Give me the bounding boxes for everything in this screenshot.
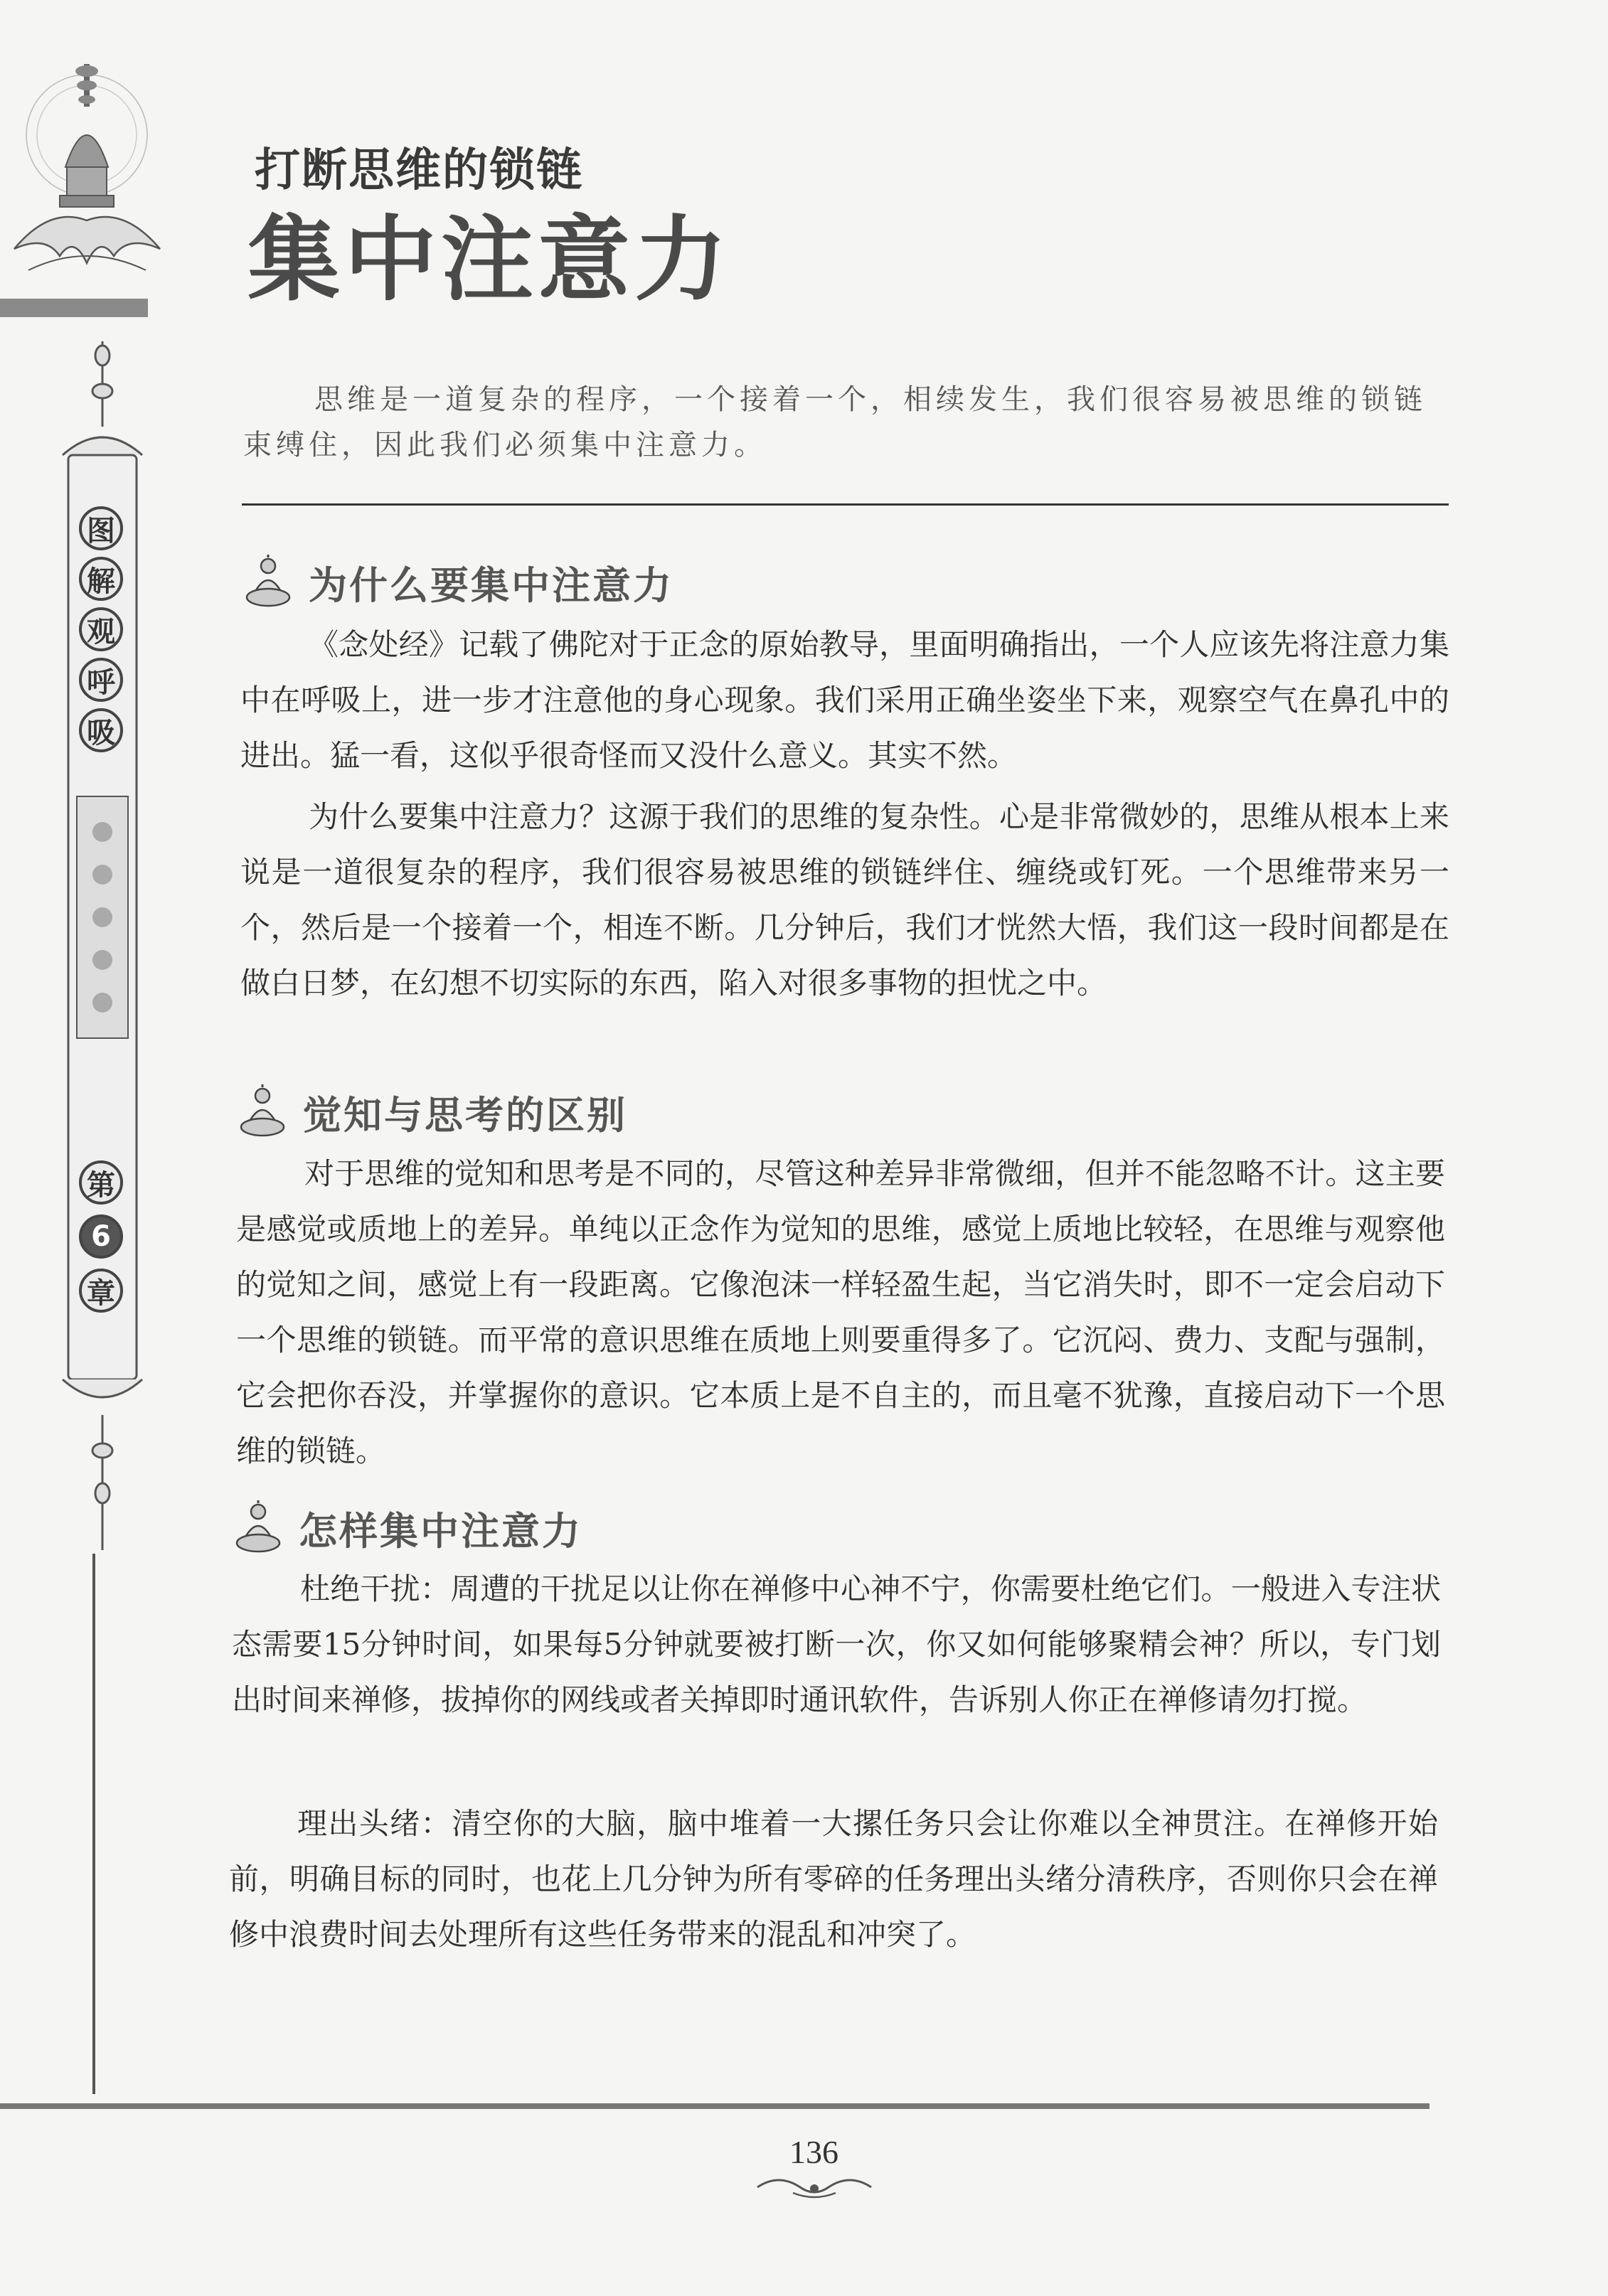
section-heading-text: 觉知与思考的区别 [303,1091,627,1138]
page-title: 集中注意力 [247,205,732,314]
meditating-figure-icon [235,1084,290,1140]
paragraph: 《念处经》记载了佛陀对于正念的原始教导，里面明确指出，一个人应该先将注意力集中在呼吸上，进一步才注意他的身心现象。我们采用正确坐姿坐下来，观察空气在鼻孔中的进出。猛一看，这似乎很奇怪而又没什么意义。其实不然。 [240,627,1449,773]
side-label-char: 观 [79,607,123,651]
side-label-char: 吸 [79,708,123,752]
paragraph: 为什么要集中注意力？这源于我们的思维的复杂性。心是非常微妙的，思维从根本上来说是一道很复杂的程序，我们很容易被思维的锁链绊住、缠绕或钉死。一个思维带来另一个，然后是一个接着一个，相连不断。几分钟后，我们才恍然大悟，我们这一段时间都是在做白日梦，在幻想不切实际的东西，陷入对很多事物的担忧之中。 [240,799,1449,1000]
meditating-figure-icon [230,1500,286,1556]
header-divider [242,503,1449,506]
page-number: 136 [789,2134,838,2170]
section-heading-text: 为什么要集中注意力 [309,562,673,608]
stupa-emblem-icon [7,43,167,284]
footer-rule [0,2103,1429,2109]
paragraph: 对于思维的觉知和思考是不同的，尽管这种差异非常微细，但并不能忽略不计。这主要是感觉或质地上的差异。单纯以正念作为觉知的思维，感觉上质地比较轻，在思维与观察他的觉知之间，感觉上有一段距离。它像泡沫一样轻盈生起，当它消失时，即不一定会启动下一个思维的锁链。而平常的意识思维在质地上则要重得多了。它沉闷、费力、支配与强制，它会把你吞没，并掌握你的意识。它本质上是不自主的，而且毫不犹豫，直接启动下一个思维的锁链。 [236,1156,1445,1468]
section-heading [240,555,673,610]
paragraph: 杜绝干扰：周遭的干扰足以让你在禅修中心神不宁，你需要杜绝它们。一般进入专注状态需要15分钟时间，如果每5分钟就要被打断一次，你又如何能够聚精会神？所以，专门划出时间来禅修，拔掉你的网线或者关掉即时通讯软件，告诉别人你正在禅修请勿打搅。 [232,1571,1441,1717]
side-header-bar [0,299,148,317]
page-subtitle: 打断思维的锁链 [255,144,583,197]
intro-text: 思维是一道复杂的程序，一个接着一个，相续发生，我们很容易被思维的锁链束缚住，因此我们必须集中注意力。 [243,383,1427,461]
side-rule [92,1554,95,2094]
chapter-label-char: 章 [79,1269,123,1313]
side-label-char: 呼 [79,658,123,702]
meditating-figure-icon [240,555,296,610]
flourish-ornament-icon [750,2173,878,2201]
chapter-number: 6 [79,1214,123,1259]
side-label-char: 解 [79,557,123,601]
chapter-label-char: 第 [79,1160,123,1205]
section-heading [235,1084,627,1140]
side-label-char: 图 [79,506,123,550]
paragraph: 理出头绪：清空你的大脑，脑中堆着一大摞任务只会让你难以全神贯注。在禅修开始前，明确目标的同时，也花上几分钟为所有零碎的任务理出头绪分清秩序，否则你只会在禅修中浪费时间去处理所有这些任务带来的混乱和冲突了。 [229,1806,1438,1952]
section-heading-text: 怎样集中注意力 [299,1507,582,1554]
section-heading [230,1500,582,1556]
